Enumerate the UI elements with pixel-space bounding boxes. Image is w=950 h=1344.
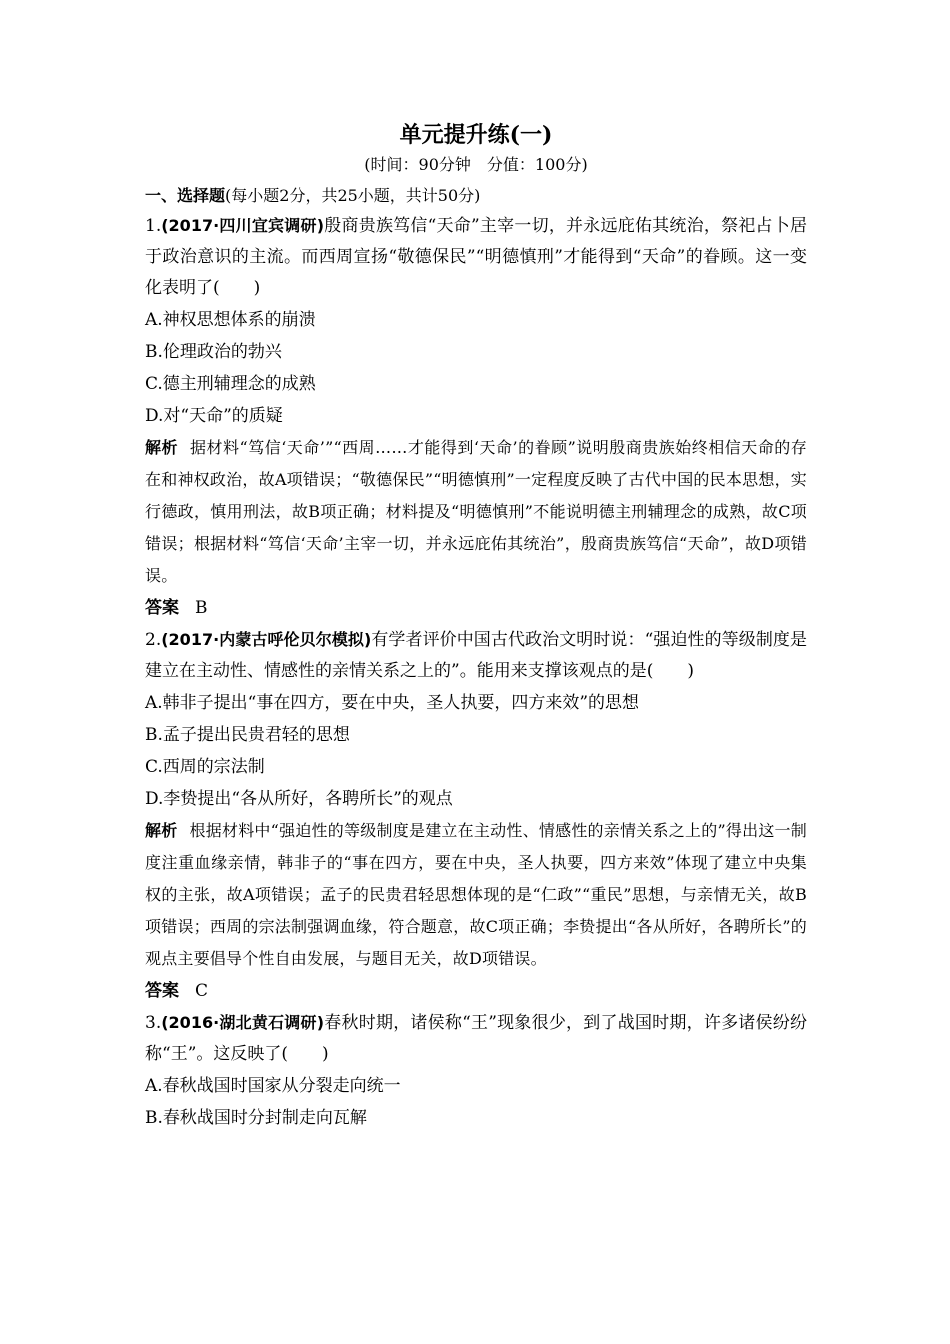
question-source: (2017·内蒙古呼伦贝尔模拟) [161,630,372,649]
question-stem [145,210,807,304]
answer [145,975,807,1007]
page-title: 单元提升练(一) [399,122,553,148]
question-stem [145,1007,807,1070]
option-c: C.西周的宗法制 [145,757,265,777]
option-c: C.德主刑辅理念的成熟 [145,374,316,394]
option-d: D.李贽提出“各从所好，各聘所长”的观点 [145,789,453,809]
analysis [145,432,807,592]
question-number: 3. [145,1013,162,1033]
exam-info: (时间：90分钟 分值：100分) [364,155,588,174]
analysis-label: 解析 [145,821,178,840]
question-number: 2. [145,630,162,650]
document-page [145,118,807,1134]
section-note: (每小题2分，共25小题，共计50分) [225,186,481,205]
question-2 [145,624,807,1007]
analysis [145,815,807,975]
answer [145,592,807,624]
answer-label: 答案 [145,981,179,1001]
option-d: D.对“天命”的质疑 [145,406,283,426]
question-source: (2017·四川宜宾调研) [161,216,325,235]
option-b: B.伦理政治的勃兴 [145,342,282,362]
option-a: A.韩非子提出“事在四方，要在中央，圣人执要，四方来效”的思想 [145,693,640,713]
question-source: (2016·湖北黄石调研) [161,1013,325,1032]
question-text: 殷商贵族笃信“天命”主宰一切，并永远庇佑其统治，祭祀占卜居于政治意识的主流。而西周宣扬“敬德保民”“明德慎刑”才能得到“天命”的眷顾。这一变化表明了( ) [145,216,807,298]
answer-value: C [195,981,209,1001]
question-3 [145,1007,807,1134]
question-text: 有学者评价中国古代政治文明时说：“强迫性的等级制度是建立在主动性、情感性的亲情关系之上的”。能用来支撑该观点的是( ) [145,630,807,681]
question-number: 1. [145,216,162,236]
question-text: 春秋时期，诸侯称“王”现象很少，到了战国时期，许多诸侯纷纷称“王”。这反映了( ) [145,1013,807,1064]
option-a: A.神权思想体系的崩溃 [145,310,316,330]
section-heading [145,182,807,210]
analysis-label: 解析 [145,438,179,457]
question-stem [145,624,807,687]
option-b: B.孟子提出民贵君轻的思想 [145,725,350,745]
analysis-text: 根据材料中“强迫性的等级制度是建立在主动性、情感性的亲情关系之上的”得出这一制度注重血缘亲情，韩非子的“事在四方，要在中央，圣人执要，四方来效”体现了建立中央集权的主张，故A项错误；孟子的民贵君轻思想体现的是“仁政”“重民”思想，与亲情无关，故B项错误；西周的宗法制强调血缘，符合题意，故C项正确；李贽提出“各从所好，各聘所长”的观点主要倡导个性自由发展，与题目无关，故D项错误。 [145,821,807,968]
analysis-text: 据材料“笃信‘天命’”“西周……才能得到‘天命’的眷顾”说明殷商贵族始终相信天命的存在和神权政治，故A项错误；“敬德保民”“明德慎刑”一定程度反映了古代中国的民本思想，实行德政，慎用刑法，故B项正确；材料提及“明德慎刑”不能说明德主刑辅理念的成熟，故C项错误；根据材料“笃信‘天命’主宰一切，并永远庇佑其统治”，殷商贵族笃信“天命”，故D项错误。 [145,438,807,585]
section-title: 一、选择题 [145,186,226,205]
answer-label: 答案 [145,598,179,618]
option-b: B.春秋战国时分封制走向瓦解 [145,1108,367,1128]
answer-value: B [195,598,208,618]
option-a: A.春秋战国时国家从分裂走向统一 [145,1076,401,1096]
question-1 [145,210,807,624]
